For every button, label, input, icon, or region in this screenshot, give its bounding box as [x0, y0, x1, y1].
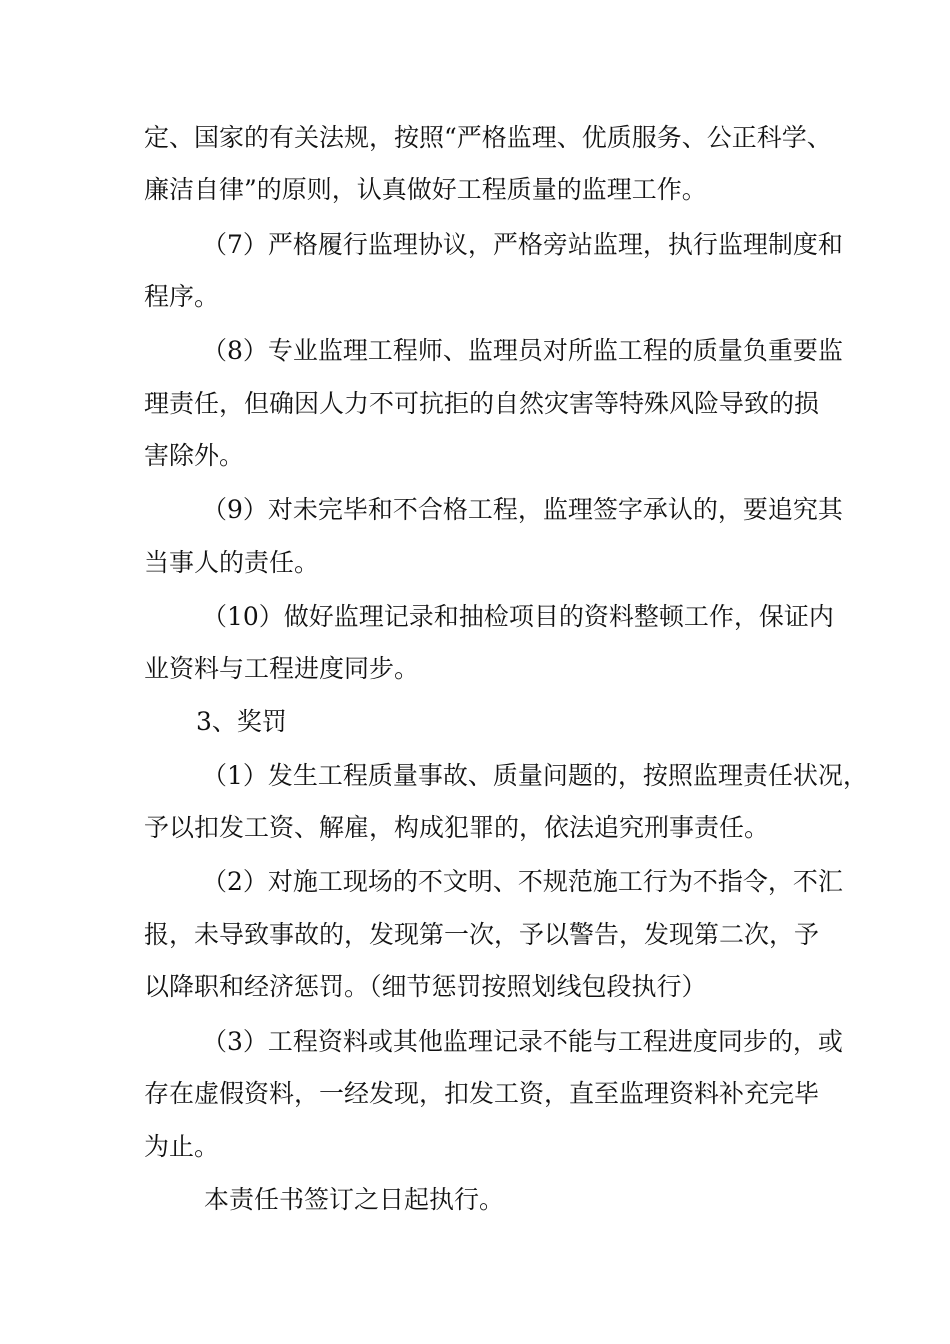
paragraph-line: 害除外。: [144, 441, 245, 470]
paragraph-line: 业资料与工程进度同步。: [144, 654, 420, 683]
paragraph-line: 存在虚假资料，一经发现，扣发工资，直至监理资料补充完毕: [144, 1079, 820, 1108]
paragraph-line: （1）发生工程质量事故、质量问题的，按照监理责任状况，: [202, 761, 868, 790]
paragraph-line: （9）对未完毕和不合格工程，监理签字承认的，要追究其: [202, 495, 843, 524]
paragraph-line: 报，未导致事故的，发现第一次，予以警告，发现第二次，予: [144, 920, 820, 949]
paragraph-line: 当事人的责任。: [144, 548, 320, 577]
paragraph-line: 以降职和经济惩罚。（细节惩罚按照划线包段执行）: [144, 972, 707, 1001]
paragraph-line: 为止。: [144, 1132, 220, 1161]
paragraph-line: （10）做好监理记录和抽检项目的资料整顿工作，保证内: [202, 602, 834, 631]
paragraph-line: 程序。: [144, 282, 220, 311]
paragraph-line: （7）严格履行监理协议，严格旁站监理，执行监理制度和: [202, 230, 843, 259]
paragraph-line: 予以扣发工资、解雇，构成犯罪的，依法追究刑事责任。: [144, 813, 770, 842]
section-heading: 3、奖罚: [196, 707, 287, 736]
closing-line: 本责任书签订之日起执行。: [204, 1185, 505, 1214]
paragraph-line: （8）专业监理工程师、监理员对所监工程的质量负重要监: [202, 336, 843, 365]
paragraph-line: 定、国家的有关法规，按照“严格监理、优质服务、公正科学、: [144, 123, 832, 152]
paragraph-line: 理责任，但确因人力不可抗拒的自然灾害等特殊风险导致的损: [144, 389, 820, 418]
paragraph-line: （3）工程资料或其他监理记录不能与工程进度同步的，或: [202, 1027, 843, 1056]
paragraph-line: （2）对施工现场的不文明、不规范施工行为不指令，不汇: [202, 867, 843, 896]
paragraph-line: 廉洁自律”的原则，认真做好工程质量的监理工作。: [144, 175, 707, 204]
